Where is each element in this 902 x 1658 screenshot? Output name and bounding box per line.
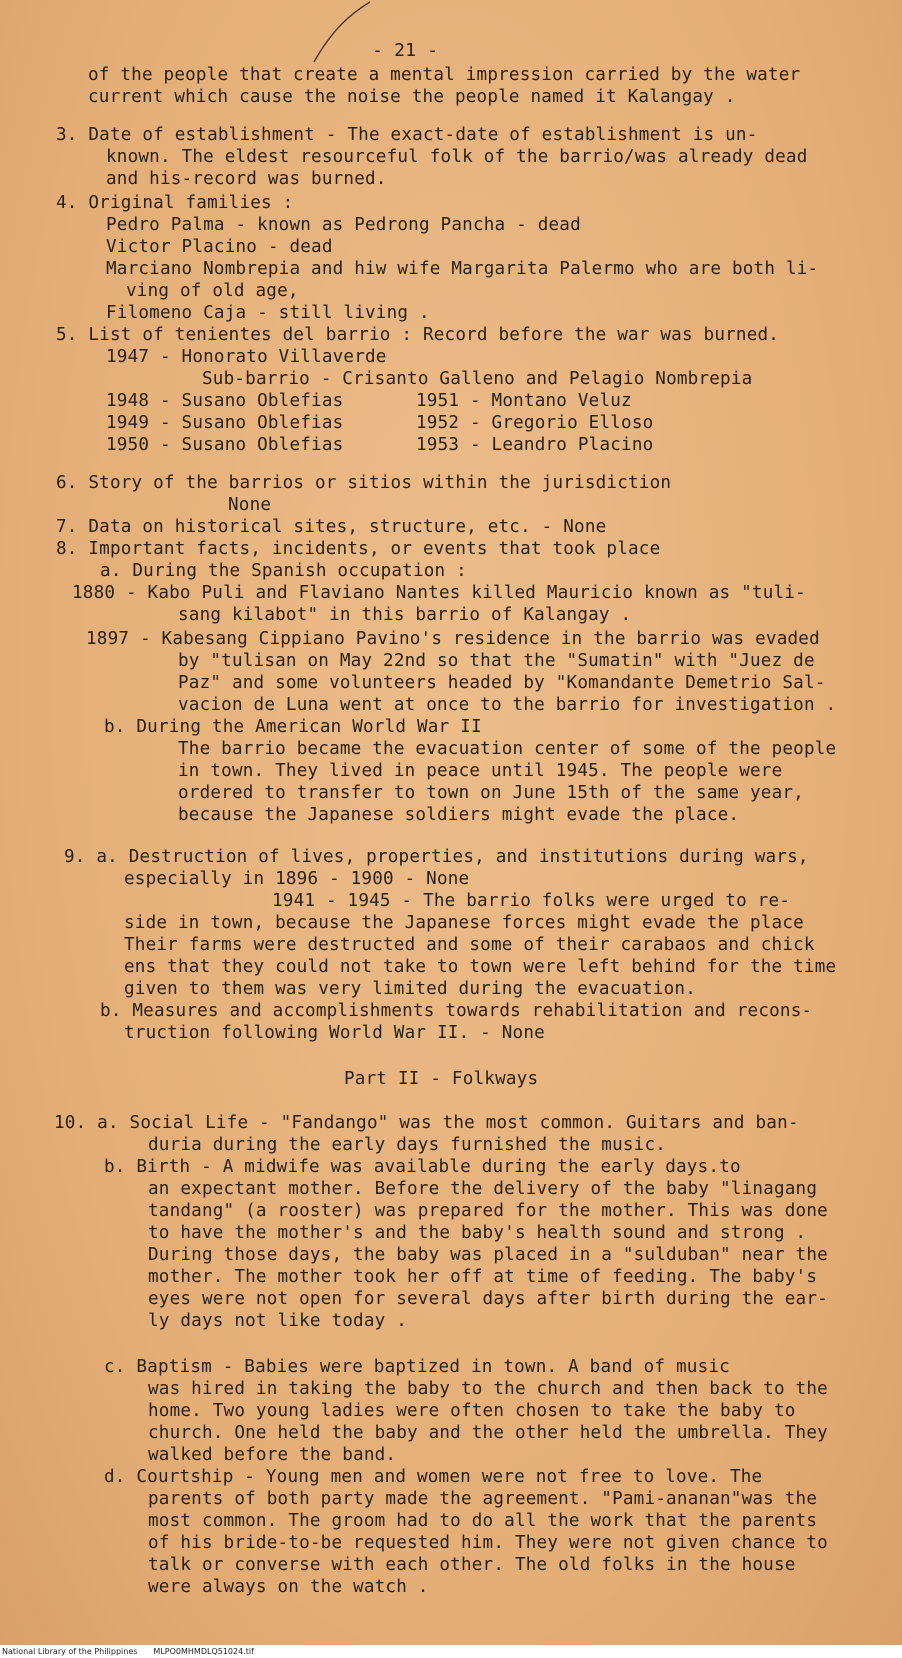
text-line: was hired in taking the baby to the church and then back to the xyxy=(148,1379,828,1399)
text-line: of the people that create a mental impression carried by the water xyxy=(88,65,801,85)
subsection-heading: c. Baptism - Babies were baptized in town. A band of music xyxy=(104,1357,730,1377)
text-line: mother. The mother took her off at time of feeding. The baby's xyxy=(148,1267,818,1287)
text-line: Marciano Nombrepia and hiw wife Margarita Palermo who are both li- xyxy=(106,259,819,279)
text-line: because the Japanese soldiers might evade the place. xyxy=(178,805,740,825)
text-line: sang kilabot" in this barrio of Kalangay . xyxy=(178,605,632,625)
text-line: ens that they could not take to town were left behind for the time xyxy=(124,957,837,977)
text-line: Sub-barrio - Crisanto Galleno and Pelagio Nombrepia xyxy=(202,369,753,389)
text-line: ly days not like today . xyxy=(148,1311,408,1331)
text-line: eyes were not open for several days after birth during the ear- xyxy=(148,1289,828,1309)
section-7-heading: 7. Data on historical sites, structure, etc. - None xyxy=(56,517,607,537)
section-9-heading: 9. a. Destruction of lives, properties, and institutions during wars, xyxy=(64,847,809,867)
text-line: Their farms were destructed and some of their carabaos and chick xyxy=(124,935,815,955)
text-line: church. One held the baby and the other held the umbrella. They xyxy=(148,1423,828,1443)
text-line: truction following World War II. - None xyxy=(124,1023,545,1043)
text-line: most common. The groom had to do all the work that the parents xyxy=(148,1511,818,1531)
subsection-heading: d. Courtship - Young men and women were not free to love. The xyxy=(104,1467,763,1487)
section-6-heading: 6. Story of the barrios or sitios within the jurisdiction xyxy=(56,473,672,493)
section-4-heading: 4. Original families : xyxy=(56,193,294,213)
text-line: 1947 - Honorato Villaverde xyxy=(106,347,387,367)
part-ii-heading: Part II - Folkways xyxy=(344,1069,539,1089)
text-line: tandang" (a rooster) was prepared for the mother. This was done xyxy=(148,1201,828,1221)
text-line: None xyxy=(228,495,272,515)
text-line: were always on the watch . xyxy=(148,1577,429,1597)
text-line: an expectant mother. Before the delivery of the baby "linagang xyxy=(148,1179,818,1199)
file-name: MLPO0MHMDLQ51024.tif xyxy=(153,1647,254,1656)
text-line: duria during the early days furnished the music. xyxy=(148,1135,667,1155)
text-line: talk or converse with each other. The old folks in the house xyxy=(148,1555,796,1575)
text-line: home. Two young ladies were often chosen to take the baby to xyxy=(148,1401,796,1421)
text-line: and his-record was burned. xyxy=(106,169,387,189)
text-line: side in town, because the Japanese forces might evade the place xyxy=(124,913,804,933)
text-line: Victor Placino - dead xyxy=(106,237,333,257)
teniente-entry: 1948 - Susano Oblefias xyxy=(106,391,344,411)
text-line: During those days, the baby was placed in a "sulduban" near the xyxy=(148,1245,828,1265)
text-line: current which cause the noise the people named it Kalangay . xyxy=(88,87,736,107)
text-line: The barrio became the evacuation center of some of the people xyxy=(178,739,837,759)
scan-footer xyxy=(0,1645,902,1658)
teniente-entry: 1949 - Susano Oblefias xyxy=(106,413,344,433)
text-line: especially in 1896 - 1900 - None xyxy=(124,869,470,889)
text-line: 1897 - Kabesang Cippiano Pavino's residence in the barrio was evaded xyxy=(86,629,820,649)
subsection-heading: a. During the Spanish occupation : xyxy=(100,561,467,581)
text-line: known. The eldest resourceful folk of the barrio/was already dead xyxy=(106,147,808,167)
teniente-entry: 1950 - Susano Oblefias xyxy=(106,435,344,455)
text-line: 1880 - Kabo Puli and Flaviano Nantes killed Mauricio known as "tuli- xyxy=(72,583,806,603)
text-line: given to them was very limited during the evacuation. xyxy=(124,979,696,999)
section-10-heading: 10. a. Social Life - "Fandango" was the most common. Guitars and ban- xyxy=(54,1113,799,1133)
library-name: National Library of the Philippines xyxy=(2,1647,138,1656)
section-8-heading: 8. Important facts, incidents, or events that took place xyxy=(56,539,661,559)
text-line: 1941 - 1945 - The barrio folks were urged to re- xyxy=(272,891,791,911)
text-line: walked before the band. xyxy=(148,1445,397,1465)
teniente-entry: 1952 - Gregorio Elloso xyxy=(416,413,654,433)
text-line: Filomeno Caja - still living . xyxy=(106,303,430,323)
text-line: parents of both party made the agreement. "Pami-ananan"was the xyxy=(148,1489,818,1509)
subsection-heading: b. Birth - A midwife was available during the early days.to xyxy=(104,1157,741,1177)
text-line: ordered to transfer to town on June 15th of the same year, xyxy=(178,783,804,803)
subsection-heading: b. During the American World War II xyxy=(104,717,482,737)
pencil-stroke-mark xyxy=(310,0,380,70)
section-5-heading: 5. List of tenientes del barrio : Record before the war was burned. xyxy=(56,325,780,345)
subsection-heading: b. Measures and accomplishments towards rehabilitation and recons- xyxy=(100,1001,813,1021)
teniente-entry: 1953 - Leandro Placino xyxy=(416,435,654,455)
text-line: in town. They lived in peace until 1945. The people were xyxy=(178,761,783,781)
section-3-heading: 3. Date of establishment - The exact-date of establishment is un- xyxy=(56,125,758,145)
text-line: Pedro Palma - known as Pedrong Pancha - dead xyxy=(106,215,581,235)
text-line: Paz" and some volunteers headed by "Komandante Demetrio Sal- xyxy=(178,673,826,693)
text-line: vacion de Luna went at once to the barrio for investigation . xyxy=(178,695,837,715)
text-line: to have the mother's and the baby's health sound and strong . xyxy=(148,1223,807,1243)
teniente-entry: 1951 - Montano Veluz xyxy=(416,391,632,411)
text-line: of his bride-to-be requested him. They were not given chance to xyxy=(148,1533,828,1553)
page-number: - 21 - xyxy=(372,40,439,61)
text-line: by "tulisan on May 22nd so that the "Sumatin" with "Juez de xyxy=(178,651,815,671)
text-line: ving of old age, xyxy=(126,281,299,301)
